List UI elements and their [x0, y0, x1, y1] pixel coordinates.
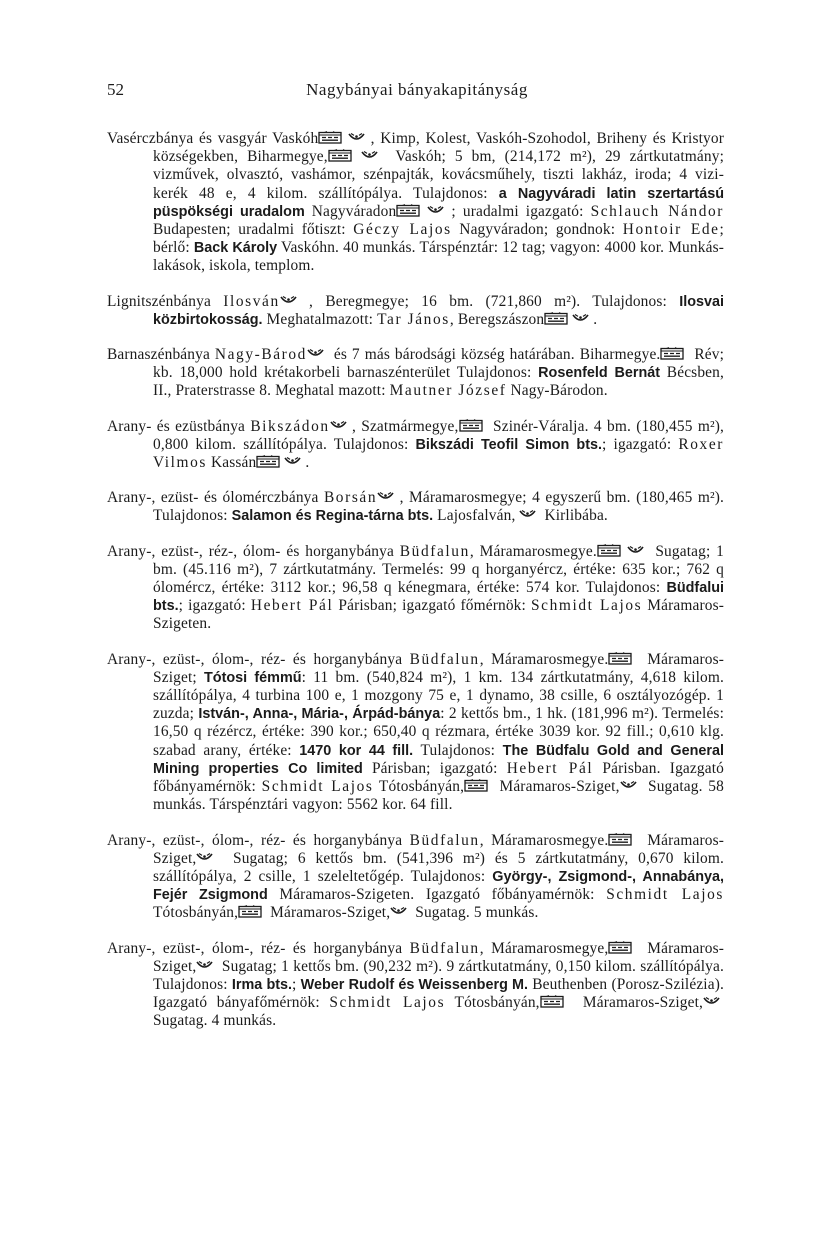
entry-text: Szinér-Váralja. 4 bm. (180,455 m²), 0,800 kilom. szállítópálya. Tulajdonos: — [153, 417, 724, 453]
entry-text: Nagyváradon; gondnok: — [451, 221, 623, 239]
page-header — [107, 80, 727, 104]
entry-text: , Beregszászon — [449, 310, 545, 328]
entry-text: Meghatalmazott: — [262, 310, 378, 328]
entry-text: Beuthenben (Porosz-Szilézia). Igazgató bányafőmérnök: — [153, 975, 724, 1012]
entry-text: , Máramarosmegye. — [469, 542, 597, 560]
postal-office-icon — [459, 419, 483, 432]
entry-text: Rév; kb. 18,000 hold krétakorbeli barnaszénterület Tulajdonos: — [153, 346, 725, 382]
entry-text: Lignitszénbánya — [107, 292, 224, 310]
telegraph-icon — [307, 348, 324, 359]
entry-text: ; igazgató: — [178, 597, 251, 615]
person-or-place-name: Géczy Lajos — [353, 221, 452, 239]
telegraph-icon — [330, 420, 347, 431]
person-or-place-name: Hebert Pál — [250, 597, 334, 615]
entry-text: , Máramarosmegye. — [479, 650, 609, 668]
owner-name: Tótosi fémmű — [204, 669, 302, 686]
person-or-place-name: Borsán — [323, 489, 378, 507]
person-or-place-name: Schmidt Lajos — [531, 597, 643, 615]
person-or-place-name: Büdfalun — [409, 831, 480, 849]
postal-office-icon — [608, 833, 632, 846]
person-or-place-name: Schlauch Nándor — [590, 202, 725, 220]
entry-text: Barnaszénbánya — [107, 346, 215, 364]
mine-entries — [107, 130, 724, 1031]
postal-office-icon — [238, 905, 262, 918]
telegraph-icon — [196, 852, 213, 863]
entry-text: Máramaros-Sziget, — [573, 994, 703, 1012]
entry-text: Arany-, ezüst-, ólom-, réz- és horganybánya — [107, 650, 410, 668]
telegraph-icon — [196, 960, 213, 971]
entry-text: Tótosbányán, — [445, 994, 540, 1012]
entry-text: Máramaros-Szigeten. Igazgató főbányamérnök: — [267, 886, 607, 904]
entry-text: Arany-, ezüst-, ólom-, réz- és horganybánya — [107, 831, 410, 849]
entry-nagy-barod — [107, 346, 724, 401]
entry-text: Nagyváradon — [304, 202, 397, 220]
running-title: Nagybányai bányakapitányság — [306, 80, 528, 99]
entry-budfalu-4 — [107, 940, 724, 1031]
entry-text: Máramaros-Sziget, — [153, 939, 724, 975]
entry-borsa — [107, 489, 724, 525]
entry-text: Bécsben, II., Praterstrasse 8. Meghatal mazott: — [153, 364, 724, 400]
person-or-place-name: Schmidt Lajos — [606, 886, 724, 904]
telegraph-icon — [377, 491, 394, 502]
postal-office-icon — [608, 941, 632, 954]
person-or-place-name: Büdfalun — [409, 939, 480, 957]
entry-text: . — [593, 310, 598, 328]
entry-text: ; igazgató: — [602, 435, 679, 453]
entry-budfalu-2 — [107, 651, 724, 815]
entry-text: , Máramarosmegye, — [479, 939, 609, 957]
entry-text: Sugatag. 5 munkás. — [411, 904, 539, 922]
telegraph-icon — [348, 132, 365, 143]
owner-name: István-, Anna-, Mária-, Árpád-bánya — [198, 706, 441, 723]
person-or-place-name: Büdfalun — [409, 650, 480, 668]
entry-text: : 11 bm. (540,824 m²), 1 km. 134 zártkutatmány, 4,618 kilom. szállítópálya, 4 turbina 100 e, 1 mozgony 75 e, 1 dynamo, 38 csille, 6 osztályozógép. 1 zuzda; — [153, 668, 725, 723]
entry-text: , Máramarosmegye; 4 egyszerű bm. (180,465 m²). Tulajdonos: — [153, 489, 725, 525]
postal-office-icon — [544, 312, 568, 325]
entry-text: ; uradalmi igazgató: — [451, 202, 591, 220]
person-or-place-name: Tar János — [377, 310, 450, 328]
entry-text: Kirlibába. — [540, 507, 608, 525]
entry-text: Arany-, ezüst-, réz-, ólom- és horganybánya — [107, 542, 400, 560]
owner-name: Weber Rudolf és Weissenberg M. — [300, 976, 529, 993]
owner-name: The Büdfalu Gold and General Mining properties Co limited — [153, 742, 725, 777]
entry-budfalu-1 — [107, 543, 724, 634]
postal-office-icon — [318, 131, 342, 144]
person-or-place-name: Bikszádon — [250, 417, 330, 435]
telegraph-icon — [284, 456, 301, 467]
postal-office-icon — [464, 779, 488, 792]
postal-office-icon — [256, 455, 280, 468]
entry-text: Nagy-Bárodon. — [506, 382, 608, 400]
entry-text: , Beregmegye; 16 bm. (721,860 m²). Tulajdonos: — [309, 292, 680, 310]
telegraph-icon — [519, 509, 536, 520]
postal-office-icon — [597, 544, 621, 557]
entry-text: Párisban. Igazgató főbányamérnök: — [153, 759, 724, 796]
owner-name: Rosenfeld Bernát — [538, 365, 661, 382]
entry-text: Máramaros-Sziget, — [266, 904, 391, 922]
entry-text: Arany-, ezüst- és ólomérczbánya — [107, 489, 324, 507]
entry-budfalu-3 — [107, 832, 724, 923]
owner-name: 1470 kor 44 fill. — [299, 742, 414, 759]
telegraph-icon — [627, 545, 644, 556]
person-or-place-name: Schmidt Lajos — [329, 994, 446, 1012]
person-or-place-name: Büdfalun — [399, 542, 470, 560]
entry-text: Lajosfalván, — [433, 507, 520, 525]
entry-text: ; — [292, 975, 301, 993]
owner-name: a Nagyváradi latin szertartású püspökségi uradalom — [153, 185, 724, 220]
postal-office-icon — [396, 204, 420, 217]
entry-text: Vaskóh; 5 bm, (214,172 m²), 29 zártkutatmány; vizművek, olvasztó, vashámor, szénpajták, kovácsműhely, tiszti lakház, iroda; 4 vizi-kerék 48 e, 4 kilom. szállítópálya. Tulajdonos: — [153, 148, 724, 202]
entry-text: Sugatag; 1 kettős bm. (90,232 m²). 9 zártkutatmány, 0,150 kilom. szállítópálya. Tulajdonos: — [153, 957, 725, 993]
entry-text: Arany-, ezüst-, ólom-, réz- és horganybánya — [107, 939, 410, 957]
person-or-place-name: Mautner József — [389, 382, 507, 400]
postal-office-icon — [540, 995, 564, 1008]
page-number: 52 — [107, 80, 124, 99]
entry-text: ; bérlő: — [153, 221, 724, 257]
telegraph-icon — [572, 313, 589, 324]
entry-text: Sugatag; 1 bm. (45.116 m²), 7 zártkutatmány. Termelés: 99 q horganyércz, értéke: 635 kor.; 762 q ólomércz, értéke: 3112 kor.; 96,58 q kénegmara, értéke: 574 kor. Tulajdonos: — [153, 542, 725, 597]
entry-text: Tótosbányán, — [153, 904, 239, 922]
telegraph-icon — [280, 295, 297, 306]
entry-text: Budapesten; uradalmi főtiszt: — [153, 221, 354, 239]
postal-office-icon — [328, 149, 352, 162]
person-or-place-name: Hontoir Ede — [622, 221, 720, 239]
postal-office-icon — [660, 347, 684, 360]
owner-name: Back Károly — [193, 240, 278, 257]
entry-text: , Máramarosmegye. — [479, 831, 609, 849]
entry-text: . — [305, 454, 310, 472]
entry-text: Máramaros-Sziget; — [153, 650, 724, 686]
person-or-place-name: Ilosván — [223, 292, 280, 310]
entry-text: Párisban; igazgató: — [362, 759, 507, 777]
owner-name: Bikszádi Teofil Simon bts. — [415, 436, 602, 453]
entry-text: Vaskóhn. 40 munkás. Társpénztár: 12 tag; vagyon: 4000 kor. Munkás-lakások, iskola, templom. — [153, 239, 724, 275]
telegraph-icon — [620, 780, 637, 791]
entry-text: : 2 kettős bm., 1 hk. (181,996 m²). Termelés: 16,50 q rézércz, értéke: 390 kor.; 650,40 q rézmara, értéke 3039 kor. 92 fill.; 0,610 klg. szabad arany, értéke: — [153, 705, 725, 759]
person-or-place-name: Schmidt Lajos — [261, 778, 374, 796]
entry-text: Tulajdonos: — [413, 741, 503, 759]
entry-text: Máramaros-Sziget, — [153, 831, 724, 867]
entry-vaskoh — [107, 130, 724, 276]
entry-ilosva — [107, 293, 724, 329]
owner-name: Ilosvai közbirtokosság. — [153, 293, 724, 328]
person-or-place-name: Hebert Pál — [506, 759, 594, 777]
person-or-place-name: Roxer Vilmos — [153, 435, 724, 472]
entry-text: Sugatag; 6 kettős bm. (541,396 m²) és 5 zártkutatmány, 0,670 kilom. szállítópálya, 2 csille, 1 szeleltetőgép. Tulajdonos: — [153, 849, 725, 885]
entry-text: , Kimp, Kolest, Vaskóh-Szohodol, Briheny és Kristyor községekben, Biharmegye, — [153, 130, 725, 166]
entry-text: és 7 más bárodsági község határában. Biharmegye. — [328, 346, 661, 364]
postal-office-icon — [608, 652, 632, 665]
entry-bikszad — [107, 418, 724, 473]
entry-text: Máramaros-Szigeten. — [153, 597, 724, 633]
entry-text: Máramaros-Sziget, — [493, 778, 620, 796]
owner-name: Salamon és Regina-tárna bts. — [231, 508, 434, 525]
telegraph-icon — [361, 150, 378, 161]
entry-text: Párisban; igazgató főmérnök: — [333, 597, 531, 615]
owner-name: Büdfalui bts. — [153, 580, 724, 615]
entry-text: Sugatag. 58 munkás. Társpénztári vagyon: 5562 kor. 64 fill. — [153, 778, 724, 814]
entry-text: Tótosbányán, — [373, 778, 465, 796]
entry-text: Arany- és ezüstbánya — [107, 417, 251, 435]
entry-text: , Szatmármegye, — [351, 417, 459, 435]
telegraph-icon — [427, 205, 444, 216]
telegraph-icon — [390, 906, 407, 917]
entry-text: Vaskóh — [272, 130, 319, 147]
entry-text: Kassán — [207, 454, 257, 472]
telegraph-icon — [703, 996, 720, 1007]
entry-text: Sugatag. 4 munkás. — [153, 1012, 277, 1030]
person-or-place-name: Nagy-Bárod — [214, 346, 307, 364]
owner-name: György-, Zsigmond-, Annabánya, Fejér Zsigmond — [153, 868, 724, 904]
entry-text: Vasérczbánya és vasgyár — [107, 130, 273, 147]
owner-name: Irma bts. — [231, 976, 293, 993]
